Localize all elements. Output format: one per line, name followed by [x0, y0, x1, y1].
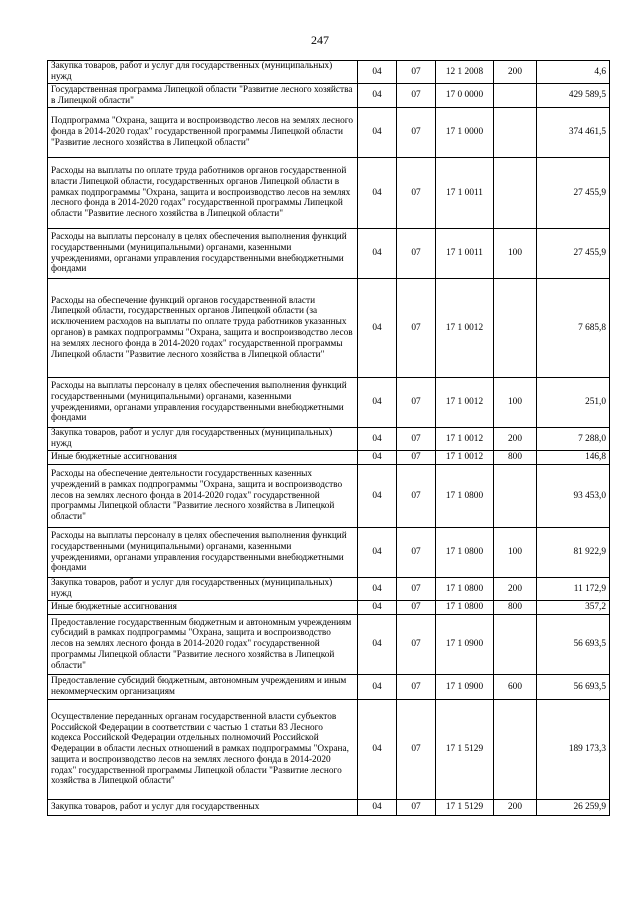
- row-podrazdel: 07: [397, 601, 436, 615]
- row-sum: 26 259,9: [537, 800, 610, 816]
- row-csr: 17 1 5129: [436, 800, 494, 816]
- row-name: Расходы на обеспечение деятельности государственных казенных учреждений в рамках подпрограммы "Охрана, защита и воспроизводство лесов на землях лесного фонда в 2014-2020 годах" государственной программы Липецкой области "Развитие лесного хозяйства в Липецкой области": [48, 465, 358, 528]
- row-name: Предоставление государственным бюджетным и автономным учреждениям субсидий в рамках подпрограммы "Охрана, защита и воспроизводство лесов на землях лесного фонда в 2014-2020 годах" государственной программы Липецкой области "Развитие лесного хозяйства в Липецкой области": [48, 615, 358, 675]
- row-vr: 200: [494, 428, 537, 451]
- row-name: Закупка товаров, работ и услуг для государственных (муниципальных) нужд: [48, 61, 358, 84]
- row-razdel: 04: [358, 229, 397, 279]
- row-razdel: 04: [358, 800, 397, 816]
- row-sum: 7 288,0: [537, 428, 610, 451]
- budget-table: [47, 60, 610, 816]
- budget-table-body: [48, 61, 610, 816]
- row-podrazdel: 07: [397, 465, 436, 528]
- row-name: Иные бюджетные ассигнования: [48, 601, 358, 615]
- row-razdel: 04: [358, 84, 397, 108]
- row-name: Подпрограмма "Охрана, защита и воспроизводство лесов на землях лесного фонда в 2014-2020 годах" государственной программы Липецкой области "Развитие лесного хозяйства в Липецкой области": [48, 108, 358, 158]
- row-csr: 17 1 0000: [436, 108, 494, 158]
- row-razdel: 04: [358, 700, 397, 800]
- table-row: [48, 229, 610, 279]
- row-podrazdel: 07: [397, 528, 436, 578]
- row-csr: 17 1 5129: [436, 700, 494, 800]
- table-row: [48, 84, 610, 108]
- row-podrazdel: 07: [397, 61, 436, 84]
- row-vr: 600: [494, 675, 537, 700]
- row-podrazdel: 07: [397, 451, 436, 465]
- table-row: [48, 158, 610, 229]
- row-sum: 56 693,5: [537, 615, 610, 675]
- row-csr: 17 0 0000: [436, 84, 494, 108]
- row-vr: [494, 465, 537, 528]
- row-podrazdel: 07: [397, 108, 436, 158]
- row-podrazdel: 07: [397, 84, 436, 108]
- table-row: [48, 615, 610, 675]
- row-sum: 93 453,0: [537, 465, 610, 528]
- row-csr: 17 1 0012: [436, 378, 494, 428]
- row-razdel: 04: [358, 108, 397, 158]
- row-razdel: 04: [358, 615, 397, 675]
- row-name: Предоставление субсидий бюджетным, автономным учреждениям и иным некоммерческим организациям: [48, 675, 358, 700]
- row-csr: 17 1 0800: [436, 465, 494, 528]
- row-name: Расходы на выплаты персоналу в целях обеспечения выполнения функций государственными (муниципальными) органами, казенными учреждениями, органами управления государственными внебюджетными фондами: [48, 229, 358, 279]
- row-name: Осуществление переданных органам государственной власти субъектов Российской Федерации в соответствии с частью 1 статьи 83 Лесного кодекса Российской Федерации отдельных полномочий Российской Федерации в области лесных отношений в рамках подпрограммы "Охрана, защита и воспроизводство лесов на землях лесного фонда в 2014-2020 годах" государственной программы Липецкой области "Развитие лесного хозяйства в Липецкой области": [48, 700, 358, 800]
- row-sum: 374 461,5: [537, 108, 610, 158]
- row-sum: 7 685,8: [537, 279, 610, 378]
- table-row: [48, 578, 610, 601]
- row-vr: 800: [494, 451, 537, 465]
- row-name: Иные бюджетные ассигнования: [48, 451, 358, 465]
- row-vr: [494, 158, 537, 229]
- row-razdel: 04: [358, 378, 397, 428]
- row-name: Расходы на обеспечение функций органов государственной власти Липецкой области, государственных органов Липецкой области (за исключением расходов на выплаты по оплате труда работников указанных органов) в рамках подпрограммы "Охрана, защита и воспроизводство лесов на землях лесного фонда в 2014-2020 годах" государственной программы Липецкой области "Развитие лесного хозяйства в Липецкой области": [48, 279, 358, 378]
- row-name: Расходы на выплаты персоналу в целях обеспечения выполнения функций государственными (муниципальными) органами, казенными учреждениями, органами управления государственными внебюджетными фондами: [48, 528, 358, 578]
- row-name: Государственная программа Липецкой области "Развитие лесного хозяйства в Липецкой области": [48, 84, 358, 108]
- row-razdel: 04: [358, 675, 397, 700]
- row-sum: 146,8: [537, 451, 610, 465]
- row-sum: 189 173,3: [537, 700, 610, 800]
- row-csr: 17 1 0800: [436, 601, 494, 615]
- row-razdel: 04: [358, 528, 397, 578]
- row-sum: 251,0: [537, 378, 610, 428]
- row-vr: [494, 279, 537, 378]
- row-vr: 200: [494, 800, 537, 816]
- row-csr: 12 1 2008: [436, 61, 494, 84]
- row-sum: 27 455,9: [537, 158, 610, 229]
- table-row: [48, 108, 610, 158]
- row-vr: [494, 700, 537, 800]
- table-row: [48, 528, 610, 578]
- row-name: Закупка товаров, работ и услуг для государственных (муниципальных) нужд: [48, 428, 358, 451]
- table-row: [48, 279, 610, 378]
- row-podrazdel: 07: [397, 229, 436, 279]
- row-csr: 17 1 0900: [436, 615, 494, 675]
- table-row: [48, 800, 610, 816]
- row-name: Закупка товаров, работ и услуг для государственных (муниципальных) нужд: [48, 578, 358, 601]
- row-vr: 100: [494, 528, 537, 578]
- row-sum: 357,2: [537, 601, 610, 615]
- row-razdel: 04: [358, 451, 397, 465]
- row-csr: 17 1 0012: [436, 279, 494, 378]
- row-csr: 17 1 0800: [436, 528, 494, 578]
- table-row: [48, 465, 610, 528]
- row-podrazdel: 07: [397, 615, 436, 675]
- row-csr: 17 1 0011: [436, 158, 494, 229]
- row-csr: 17 1 0012: [436, 428, 494, 451]
- row-vr: 200: [494, 61, 537, 84]
- table-row: [48, 675, 610, 700]
- row-podrazdel: 07: [397, 158, 436, 229]
- row-sum: 27 455,9: [537, 229, 610, 279]
- row-csr: 17 1 0011: [436, 229, 494, 279]
- row-razdel: 04: [358, 465, 397, 528]
- row-vr: [494, 84, 537, 108]
- row-podrazdel: 07: [397, 428, 436, 451]
- row-sum: 11 172,9: [537, 578, 610, 601]
- row-name: Расходы на выплаты по оплате труда работников органов государственной власти Липецкой области, государственных органов Липецкой области в рамках подпрограммы "Охрана, защита и воспроизводство лесов на землях лесного фонда в 2014-2020 годах" государственной программы Липецкой области "Развитие лесного хозяйства в Липецкой области": [48, 158, 358, 229]
- row-podrazdel: 07: [397, 700, 436, 800]
- row-razdel: 04: [358, 279, 397, 378]
- row-sum: 429 589,5: [537, 84, 610, 108]
- row-vr: [494, 615, 537, 675]
- row-razdel: 04: [358, 61, 397, 84]
- row-podrazdel: 07: [397, 378, 436, 428]
- row-csr: 17 1 0012: [436, 451, 494, 465]
- table-row: [48, 61, 610, 84]
- row-razdel: 04: [358, 601, 397, 615]
- table-row: [48, 428, 610, 451]
- row-csr: 17 1 0800: [436, 578, 494, 601]
- row-podrazdel: 07: [397, 675, 436, 700]
- row-vr: 800: [494, 601, 537, 615]
- row-sum: 4,6: [537, 61, 610, 84]
- row-podrazdel: 07: [397, 279, 436, 378]
- table-row: [48, 700, 610, 800]
- row-razdel: 04: [358, 578, 397, 601]
- table-row: [48, 601, 610, 615]
- row-name: Расходы на выплаты персоналу в целях обеспечения выполнения функций государственными (муниципальными) органами, казенными учреждениями, органами управления государственными внебюджетными фондами: [48, 378, 358, 428]
- page-number: 247: [311, 33, 329, 47]
- row-razdel: 04: [358, 158, 397, 229]
- row-sum: 81 922,9: [537, 528, 610, 578]
- row-name: Закупка товаров, работ и услуг для государственных: [48, 800, 358, 816]
- row-vr: 100: [494, 378, 537, 428]
- table-row: [48, 378, 610, 428]
- row-razdel: 04: [358, 428, 397, 451]
- table-row: [48, 451, 610, 465]
- row-csr: 17 1 0900: [436, 675, 494, 700]
- row-vr: 100: [494, 229, 537, 279]
- row-vr: [494, 108, 537, 158]
- row-podrazdel: 07: [397, 800, 436, 816]
- row-vr: 200: [494, 578, 537, 601]
- row-sum: 56 693,5: [537, 675, 610, 700]
- row-podrazdel: 07: [397, 578, 436, 601]
